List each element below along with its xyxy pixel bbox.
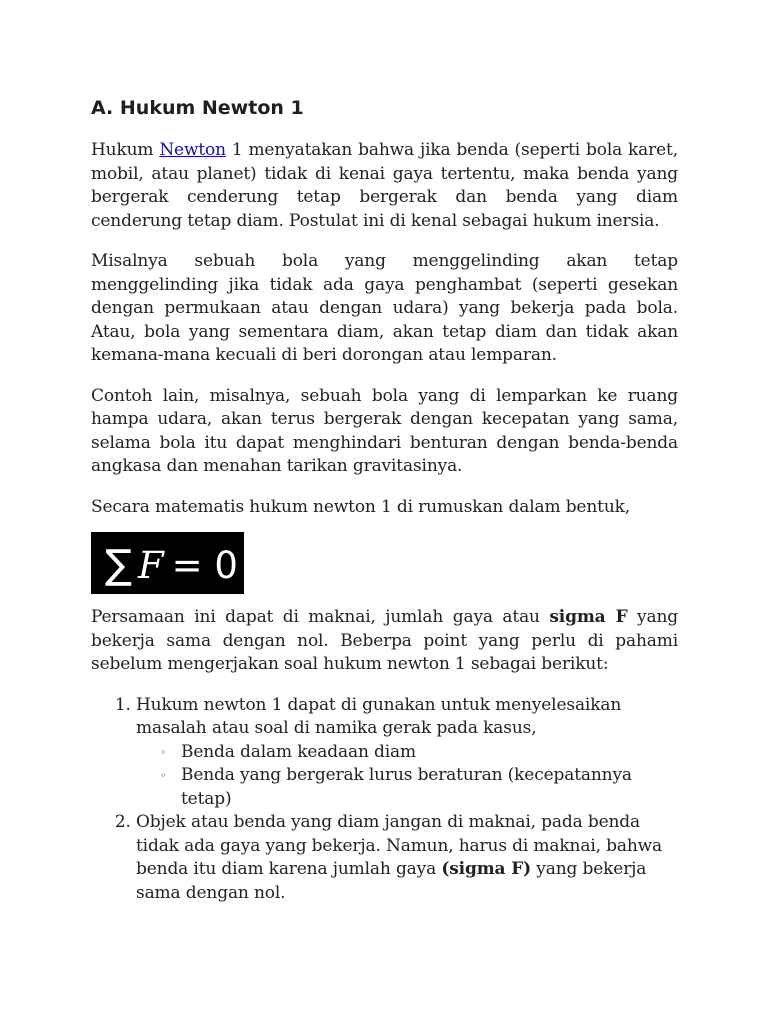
paragraph-math-intro: Secara matematis hukum newton 1 di rumuskan dalam bentuk,: [91, 496, 631, 517]
section-heading: A. Hukum Newton 1: [91, 97, 304, 119]
sigma-symbol: ∑: [105, 542, 132, 588]
formula-image: [91, 532, 244, 594]
list-item-text-after: yang bekerja sama dengan nol.: [136, 859, 647, 903]
list-item-text: Hukum newton 1 dapat di gunakan untuk menyelesaikan masalah atau soal di namika gerak pada kasus,: [136, 694, 622, 738]
paragraph-meaning: [91, 606, 678, 677]
sub-list-item-text: Benda dalam keadaan diam: [181, 741, 417, 762]
points-list: [91, 694, 678, 906]
sigma-f-bold: (sigma F): [441, 859, 532, 879]
meaning-text-after: yang bekerja sama dengan nol. Beberpa point yang perlu di pahami sebelum mengerjakan soal hukum newton 1 sebagai berikut:: [91, 607, 678, 674]
formula-equals-zero: = 0: [171, 544, 238, 587]
intro-text-before: Hukum: [91, 140, 160, 160]
intro-text-after: 1 menyatakan bahwa jika benda (seperti bola karet, mobil, atau planet) tidak di kenai gaya tertentu, maka benda yang bergerak cenderung tetap bergerak dan benda yang diam cenderung tetap diam. Postulat ini di kenal sebagai hukum inersia.: [91, 140, 678, 231]
circle-bullet-icon: ◦: [160, 745, 167, 759]
list-item: [136, 811, 678, 905]
formula-variable: F: [137, 544, 164, 587]
list-item: [136, 694, 678, 812]
sub-list-item-text: Benda yang bergerak lurus beraturan (kecepatannya tetap): [181, 765, 632, 809]
sub-list: [136, 741, 678, 812]
meaning-text-before: Persamaan ini dapat di maknai, jumlah gaya atau: [91, 607, 550, 627]
newton-link[interactable]: Newton: [159, 140, 226, 160]
list-item-text-before: Objek atau benda yang diam jangan di maknai, pada benda tidak ada gaya yang bekerja. Namun, harus di maknai, bahwa benda itu diam karena jumlah gaya: [136, 812, 663, 879]
sub-list-item: [160, 741, 678, 765]
paragraph-intro: [91, 139, 678, 233]
paragraph-example-rolling: Misalnya sebuah bola yang menggelinding akan tetap menggelinding jika tidak ada gaya penghambat (seperti gesekan dengan permukaan atau dengan udara) yang bekerja pada bola. Atau, bola yang sementara diam, akan tetap diam dan tidak akan kemana-mana kecuali di beri dorongan atau lemparan.: [91, 251, 678, 365]
sigma-f-bold: sigma F: [549, 607, 628, 627]
article-content: [91, 94, 678, 905]
sub-list-item: [160, 764, 678, 811]
paragraph-example-space: Contoh lain, misalnya, sebuah bola yang di lemparkan ke ruang hampa udara, akan terus bergerak dengan kecepatan yang sama, selama bola itu dapat menghindari benturan dengan benda-benda angkasa dan menahan tarikan gravitasinya.: [91, 385, 678, 476]
circle-bullet-icon: ◦: [160, 769, 167, 782]
